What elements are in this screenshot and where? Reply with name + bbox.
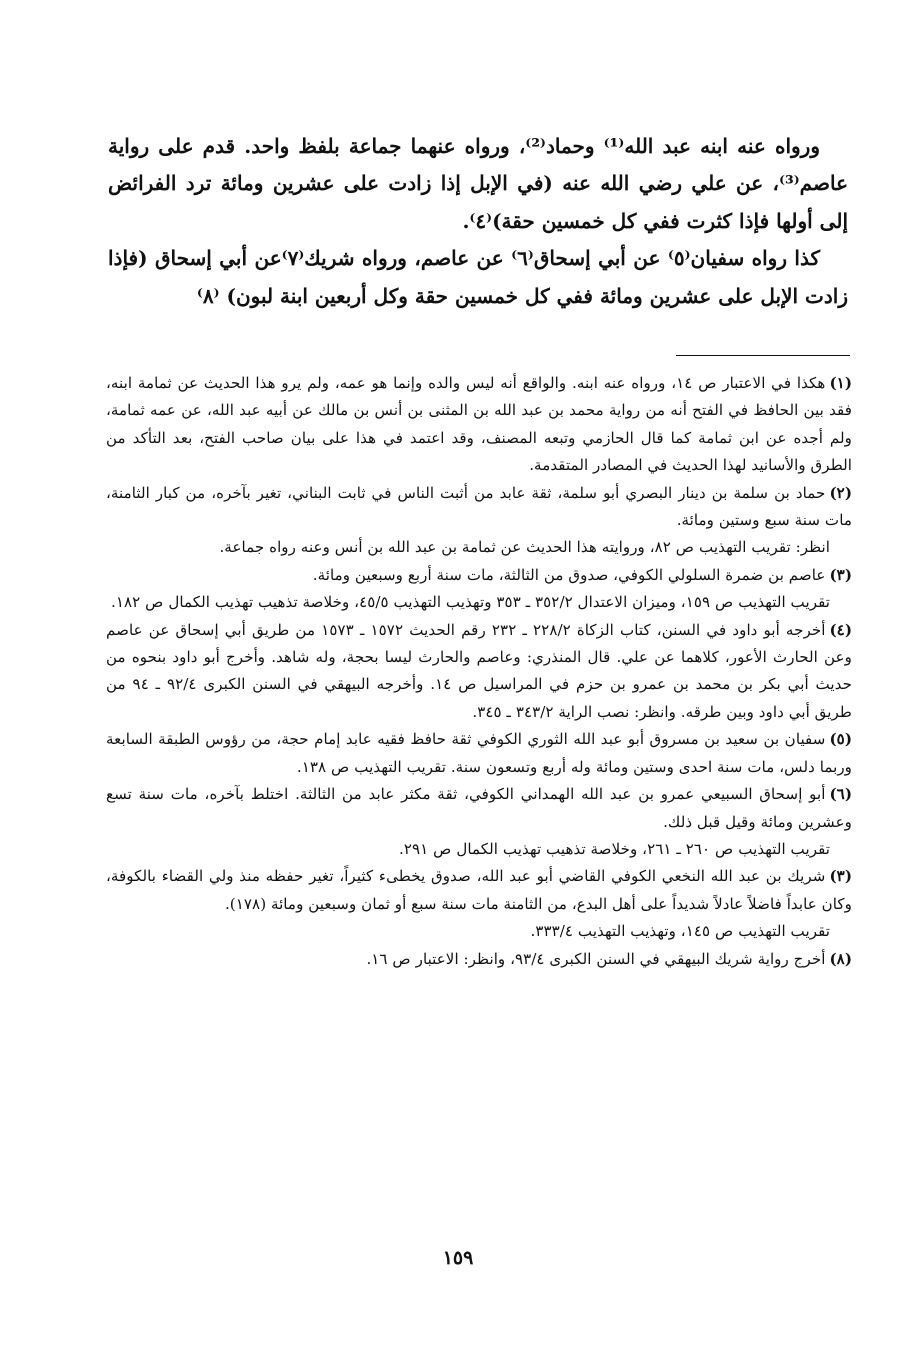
footnote-number: (٣): [829, 867, 852, 886]
footnote-number: (٨): [829, 949, 852, 968]
footnote-text: حماد بن سلمة بن دينار البصري أبو سلمة، ثقة عابد من أثبت الناس في ثابت البناني، تغير بآخره، من كبار الثامنة، مات سنة سبع وستين ومائة.: [106, 483, 852, 530]
footnote-text: هكذا في الاعتبار ص ١٤، ورواه عنه ابنه. والواقع أنه ليس والده وإنما هو عمه، ولم يرو هذا الحديث عن ثمامة ابنه، فقد بين الحافظ في الفتح أنه من رواية محمد بن عبد الله بن المثنى بن أنس بن مالك عن أبيه عبد الله، عن عمه ثمامة، ولم أجده عن ابن ثمامة كما قال الحازمي وتبعه المصنف، وقد اعتمد في هذا على بيان صاحب الفتح، بعد التأكد من الطرق والأسانيد لهذا الحديث في المصادر المتقدمة.: [106, 374, 852, 475]
footnote-number: (٤): [829, 620, 852, 639]
footnotes: [106, 370, 852, 973]
footnote: [106, 617, 852, 727]
footnote: [106, 480, 852, 535]
footnote-separator: [676, 355, 850, 356]
footnote: [106, 726, 852, 781]
footnote-text: أخرج رواية شريك البيهقي في السنن الكبرى ٩٣/٤، وانظر: الاعتبار ص ١٦.: [366, 949, 826, 968]
footnote-number: (٥): [829, 730, 852, 749]
footnote: [106, 562, 852, 589]
footnote-text: أبو إسحاق السبيعي عمرو بن عبد الله الهمداني الكوفي، ثقة مكثر عابد من الثالثة. اختلط بآخره، مات سنة تسع وعشرين ومائة وقيل قبل ذلك.: [106, 785, 852, 831]
main-paragraph: كذا رواه سفيان⁽٥⁾ عن أبي إسحاق⁽٦⁾ عن عاصم، ورواه شريك⁽٧⁾عن أبي إسحاق (فإذا زادت الإبل على عشرين ومائة ففي كل خمسين حقة وكل أربعين ابنة لبون) ⁽٨⁾: [108, 246, 848, 308]
footnote-text: سفيان بن سعيد بن مسروق أبو عبد الله الثوري الكوفي ثقة حافظ فقيه عابد إمام حجة، من رؤوس الطبقة السابعة وربما دلس، مات سنة احدى وستين ومائة وله أربع وتسعون سنة. تقريب التهذيب ص ١٣٨.: [106, 730, 852, 776]
page-number: ١٥٩: [442, 1247, 474, 1269]
footnote-text: عاصم بن ضمرة السلولي الكوفي، صدوق من الثالثة، مات سنة أربع وسبعين ومائة.: [312, 565, 826, 584]
footnote: [106, 370, 852, 480]
footnote-reference: انظر: تقريب التهذيب ص ٨٢، وروايته هذا الحديث عن ثمامة بن عبد الله بن أنس وعنه رواه جماعة.: [219, 538, 830, 557]
footnote-number: (٦): [829, 785, 852, 804]
footnote: [106, 946, 852, 973]
footnote-reference: تقريب التهذيب ص ٢٦٠ ـ ٢٦١، وخلاصة تذهيب تهذيب الكمال ص ٢٩١.: [399, 839, 830, 858]
footnote-reference: تقريب التهذيب ص ١٤٥، وتهذيب التهذيب ٣٣٣/٤.: [530, 922, 830, 941]
footnote: [106, 863, 852, 918]
footnote: [106, 781, 852, 836]
footnote-reference: تقريب التهذيب ص ١٥٩، وميزان الاعتدال ٣٥٢/٢ ـ ٣٥٣ وتهذيب التهذيب ٤٥/٥، وخلاصة تذهيب تهذيب الكمال ص ١٨٢.: [111, 593, 830, 612]
footnote-text: شريك بن عبد الله النخعي الكوفي القاضي أبو عبد الله، صدوق يخطىء كثيراً، تغير حفظه منذ ولي القضاء بالكوفة، وكان عابداً فاضلاً عادلاً شديداً على أهل البدع، من الثامنة مات سنة سبع أو ثمان وسبعين ومائة (١٧٨).: [106, 867, 852, 913]
main-paragraph: ورواه عنه ابنه عبد الله⁽¹⁾ وحماد⁽²⁾، ورواه عنهما جماعة بلفظ واحد. قدم على رواية عاصم⁽³⁾، عن علي رضي الله عنه (في الإبل إذا زادت على عشرين ومائة ترد الفرائض إلى أولها فإذا كثرت ففي كل خمسين حقة)⁽٤⁾.: [108, 134, 848, 233]
main-text: [108, 128, 848, 315]
footnote-number: (١): [829, 374, 852, 392]
footnote-number: (٣): [829, 565, 852, 584]
footnote-text: أخرجه أبو داود في السنن، كتاب الزكاة ٢٢٨/٢ ـ ٢٣٢ رقم الحديث ١٥٧٢ ـ ١٥٧٣ من طريق أبي إسحاق عن عاصم وعن الحارث الأعور، كلاهما عن علي. قال المنذري: وعاصم والحارث ليسا بحجة، وله شاهد. وأخرج أبو داود بنحوه من حديث أبي بكر بن محمد بن عمرو بن حزم في المراسيل ص ١٤. وأخرجه البيهقي في السنن الكبرى ٩٢/٤ ـ ٩٤ من طريق أبي داود وبين طرقه. وانظر: نصب الراية ٣٤٣/٢ ـ ٣٤٥.: [106, 620, 853, 721]
footnote-number: (٢): [829, 483, 852, 502]
